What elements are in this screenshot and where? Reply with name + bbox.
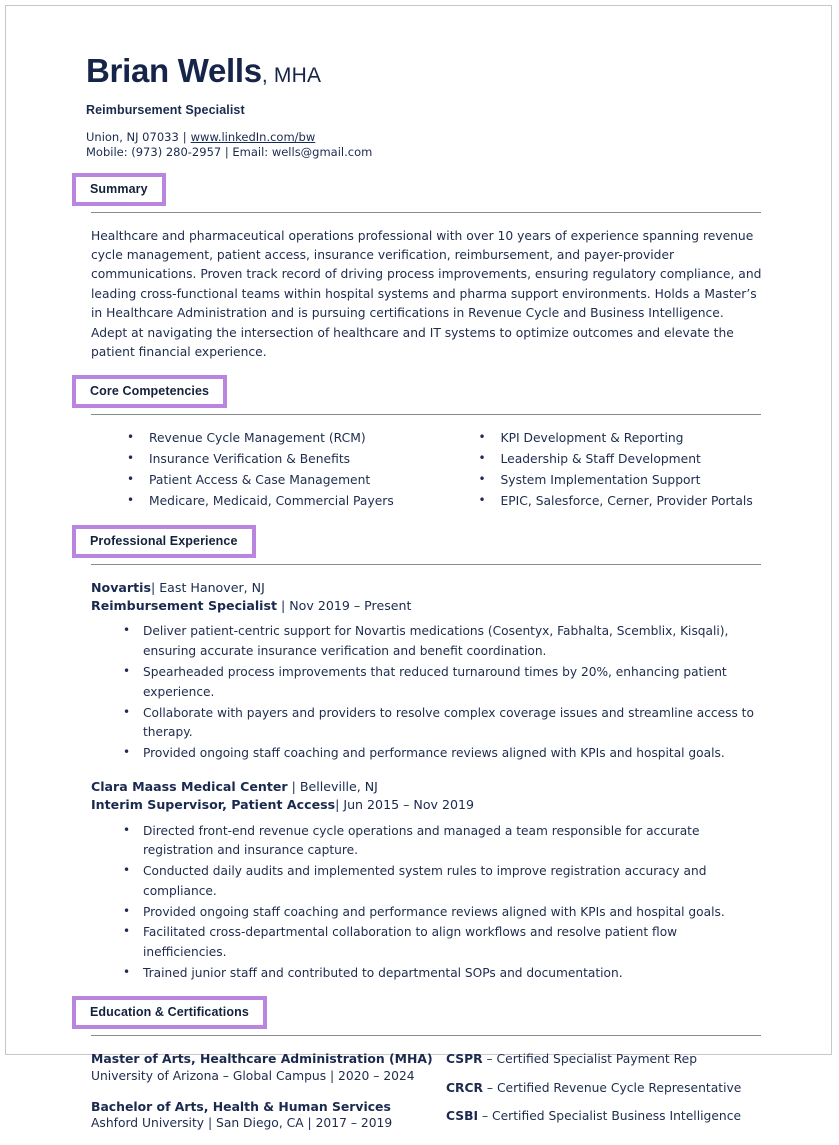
certification-item <box>446 1108 771 1126</box>
candidate-credential: , MHA <box>261 64 322 87</box>
contact-location: Union, NJ 07033 <box>86 130 179 144</box>
summary-rule <box>91 212 761 213</box>
list-item: • Insurance Verification & Benefits <box>149 450 429 469</box>
list-item: • Patient Access & Case Management <box>149 471 429 490</box>
summary-heading-label: Summary <box>90 181 148 196</box>
certification-item <box>446 1080 771 1098</box>
list-item: • Medicare, Medicaid, Commercial Payers <box>149 492 429 511</box>
education-column <box>91 1050 446 1145</box>
certification-name: – Certified Specialist Payment Rep <box>482 1051 697 1066</box>
competencies-column-left <box>91 429 429 513</box>
competencies-rule <box>91 414 761 415</box>
resume-content <box>6 6 831 1131</box>
list-item: • System Implementation Support <box>501 471 767 490</box>
certification-code: CSPR <box>446 1051 483 1066</box>
job-company-line <box>91 579 763 597</box>
section-summary <box>6 173 831 363</box>
education-rule <box>91 1035 761 1036</box>
job-role: Reimbursement Specialist <box>91 597 277 613</box>
list-item: • Trained junior staff and contributed to departmental SOPs and documentation. <box>143 964 763 984</box>
job-company: Clara Maass Medical Center <box>91 778 288 794</box>
certification-name: – Certified Revenue Cycle Representative <box>483 1080 742 1095</box>
linkedin-link[interactable]: www.linkedIn.com/bw <box>190 130 316 144</box>
resume-header <box>6 6 831 161</box>
experience-rule <box>91 564 761 565</box>
job-role: Interim Supervisor, Patient Access <box>91 796 336 812</box>
list-item: • Provided ongoing staff coaching and performance reviews aligned with KPIs and hospital goals. <box>143 903 763 923</box>
list-item: • Leadership & Staff Development <box>501 450 767 469</box>
education-heading-wrap <box>6 996 831 1029</box>
competencies-heading-label: Core Competencies <box>90 383 210 398</box>
contact-line-1 <box>86 130 831 145</box>
list-item: • KPI Development & Reporting <box>501 429 767 448</box>
competencies-columns <box>91 429 766 513</box>
job-bullet-list <box>91 622 763 763</box>
job-role-line <box>91 597 763 615</box>
education-entry <box>91 1098 446 1134</box>
job-dates: Nov 2019 – Present <box>289 597 412 613</box>
section-core-competencies <box>6 375 831 513</box>
candidate-name: Brian Wells <box>86 52 262 89</box>
education-entry <box>91 1050 446 1086</box>
list-item: • EPIC, Salesforce, Cerner, Provider Portals <box>501 492 767 511</box>
list-item: • Collaborate with payers and providers to resolve complex coverage issues and streamline access to therapy. <box>143 704 763 744</box>
contact-separator: | <box>182 130 187 144</box>
competencies-column-right <box>429 429 767 513</box>
certification-code: CRCR <box>446 1080 483 1095</box>
job-dates: Jun 2015 – Nov 2019 <box>343 796 475 812</box>
competencies-heading-box <box>72 375 227 408</box>
job-location: East Hanover, NJ <box>155 579 265 595</box>
education-school: Ashford University | San Diego, CA | 2017 – 2019 <box>91 1116 393 1131</box>
contact-info <box>86 130 831 161</box>
candidate-name-line <box>86 54 831 87</box>
job-entry <box>91 778 763 984</box>
section-professional-experience <box>6 525 831 984</box>
list-item: • Directed front-end revenue cycle operations and managed a team responsible for accurate registration and insurance capture. <box>143 822 763 862</box>
list-item: • Provided ongoing staff coaching and performance reviews aligned with KPIs and hospital goals. <box>143 744 763 764</box>
job-company: Novartis <box>91 579 151 595</box>
job-bullet-list <box>91 822 763 984</box>
experience-heading-wrap <box>6 525 831 558</box>
competencies-list-right <box>443 429 767 511</box>
contact-line-2: Mobile: (973) 280-2957 | Email: wells@gmail.com <box>86 145 373 160</box>
education-columns <box>91 1050 771 1145</box>
list-item: • Revenue Cycle Management (RCM) <box>149 429 429 448</box>
experience-heading-label: Professional Experience <box>90 533 238 548</box>
summary-heading-box <box>72 173 166 206</box>
job-entry <box>91 579 763 764</box>
education-degree: Master of Arts, Healthcare Administration (MHA) <box>91 1050 433 1066</box>
section-education-certifications <box>6 996 831 1145</box>
resume-page <box>5 5 832 1131</box>
job-location: Belleville, NJ <box>299 778 378 794</box>
education-school: University of Arizona – Global Campus | 2020 – 2024 <box>91 1068 415 1083</box>
list-item: • Conducted daily audits and implemented system rules to improve registration accuracy and compliance. <box>143 862 763 902</box>
summary-text: Healthcare and pharmaceutical operations professional with over 10 years of experience spanning revenue cycle management, patient access, insurance verification, reimbursement, and payer-provider communications. Proven track record of driving process improvements, ensuring regulatory compliance, and leading cross-functional teams within hospital systems and pharma support environments. Holds a Master’s in Healthcare Administration and is pursuing certifications in Revenue Cycle and Business Intelligence. Adept at navigating the intersection of healthcare and IT systems to optimize outcomes and elevate the patient financial experience. <box>91 228 762 360</box>
candidate-job-title: Reimbursement Specialist <box>86 103 245 117</box>
certification-name: – Certified Specialist Business Intelligence <box>478 1109 742 1124</box>
job-company-separator: | <box>150 579 156 595</box>
job-role-separator: | <box>277 597 290 613</box>
job-role-line <box>91 796 763 814</box>
competencies-heading-wrap <box>6 375 831 408</box>
competencies-list-left <box>91 429 429 511</box>
certifications-column <box>446 1050 771 1145</box>
list-item: • Facilitated cross-departmental collaboration to align workflows and resolve patient flow inefficiencies. <box>143 923 763 963</box>
job-company-line <box>91 778 763 796</box>
education-heading-box <box>72 996 267 1029</box>
job-company-separator: | <box>287 778 300 794</box>
job-role-separator: | <box>335 796 344 812</box>
certification-item <box>446 1051 771 1069</box>
education-degree: Bachelor of Arts, Health & Human Services <box>91 1098 391 1114</box>
experience-heading-box <box>72 525 256 558</box>
list-item: • Spearheaded process improvements that reduced turnaround times by 20%, enhancing patient experience. <box>143 663 763 703</box>
education-heading-label: Education & Certifications <box>90 1004 249 1019</box>
list-item: • Deliver patient-centric support for Novartis medications (Cosentyx, Fabhalta, Scemblix, Kisqali), ensuring accurate insurance verification and benefit coordination. <box>143 622 763 662</box>
summary-heading-wrap <box>6 173 831 206</box>
certification-code: CSBI <box>446 1109 479 1124</box>
